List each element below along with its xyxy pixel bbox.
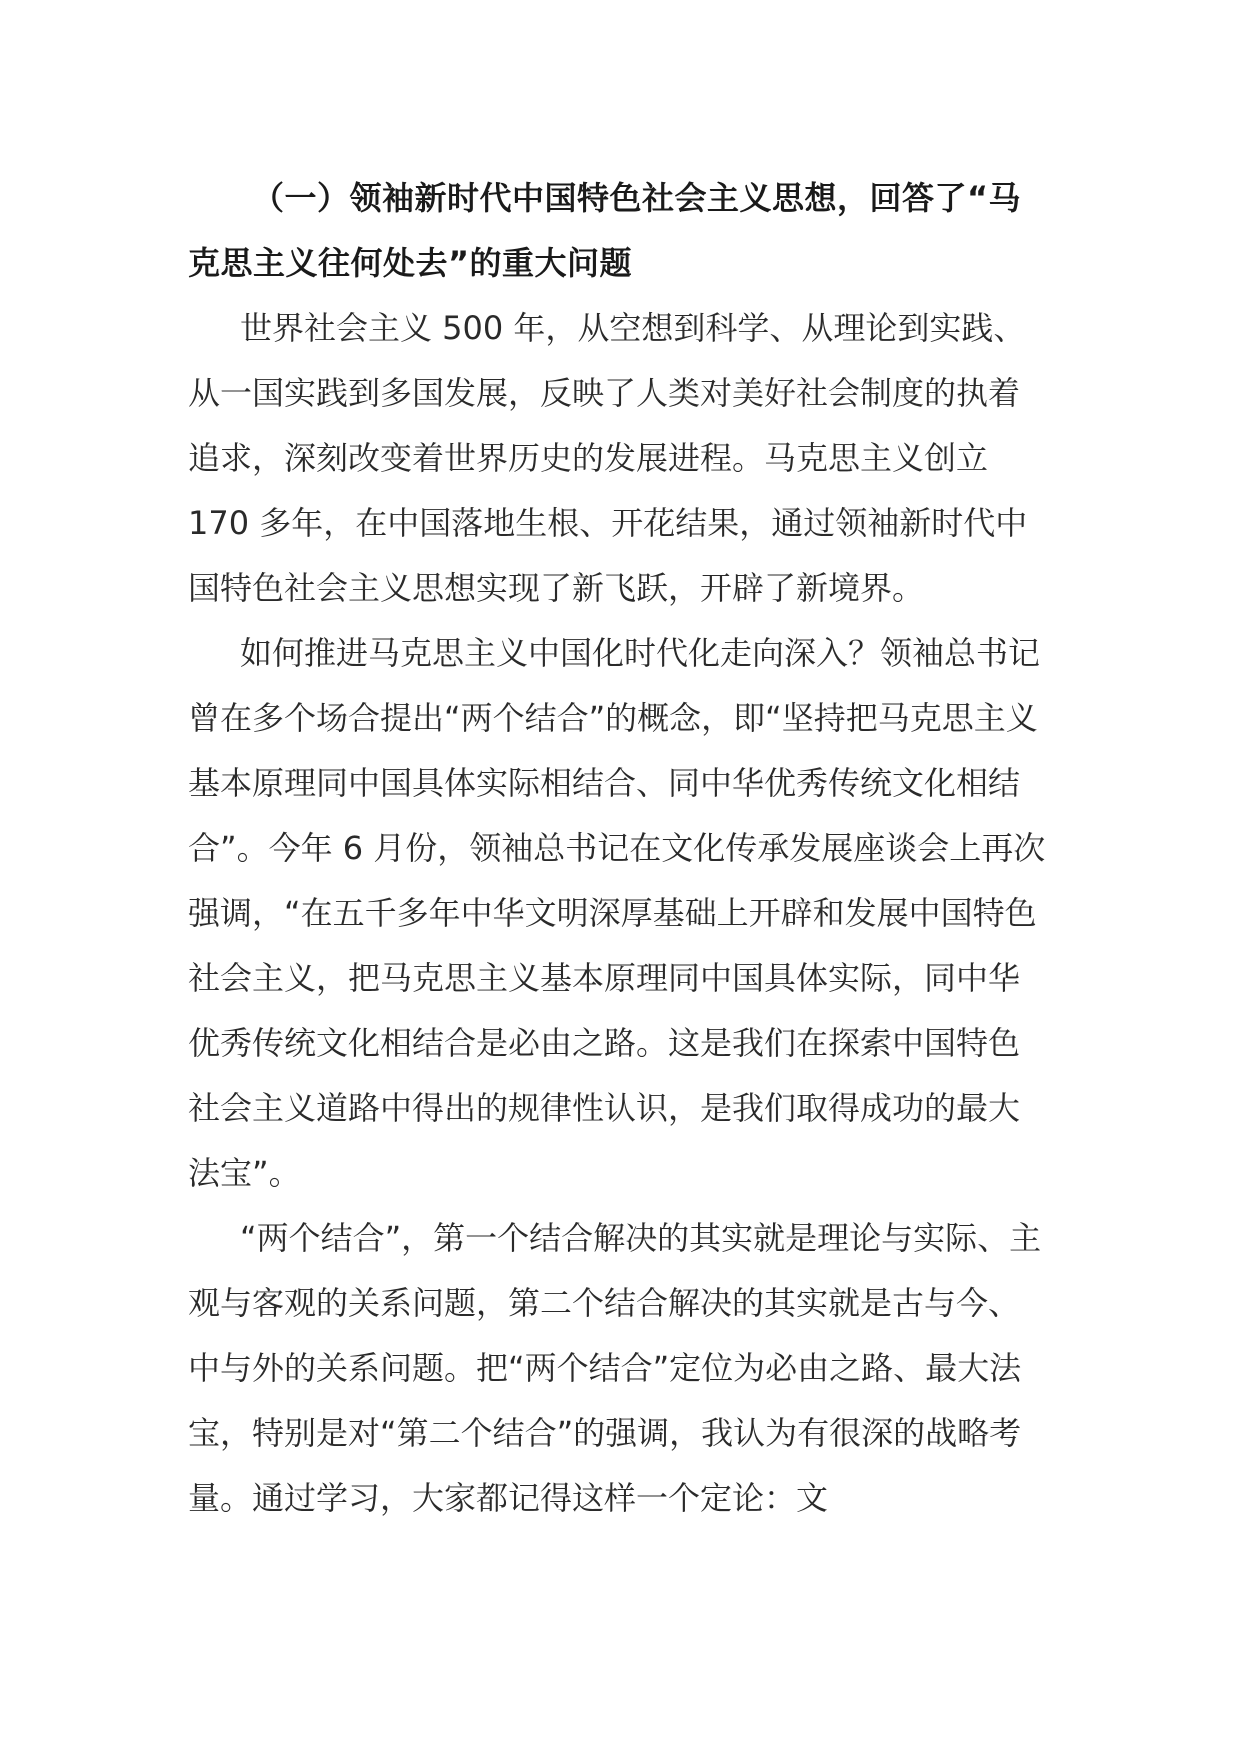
paragraph: “两个结合”，第一个结合解决的其实就是理论与实际、主观与客观的关系问题，第二个结合解决的其实就是古与今、中与外的关系问题。把“两个结合”定位为必由之路、最大法宝，特别是对“第二个结合”的强调，我认为有很深的战略考量。通过学习，大家都记得这样一个定论：文 [188,1219,1042,1517]
document-page [188,166,1048,1531]
paragraph: 世界社会主义 500 年，从空想到科学、从理论到实践、从一国实践到多国发展，反映了人类对美好社会制度的执着追求，深刻改变着世界历史的发展进程。马克思主义创立 170 多年，在中国落地生根、开花结果，通过领袖新时代中国特色社会主义思想实现了新飞跃，开辟了新境界。 [188,309,1028,607]
paragraph: 如何推进马克思主义中国化时代化走向深入？领袖总书记曾在多个场合提出“两个结合”的概念，即“坚持把马克思主义基本原理同中国具体实际相结合、同中华优秀传统文化相结合”。今年 6 月份，领袖总书记在文化传承发展座谈会上再次强调，“在五千多年中华文明深厚基础上开辟和发展中国特色社会主义，把马克思主义基本原理同中国具体实际，同中华优秀传统文化相结合是必由之路。这是我们在探索中国特色社会主义道路中得出的规律性认识，是我们取得成功的最大法宝”。 [188,634,1046,1192]
section-heading: （一）领袖新时代中国特色社会主义思想，回答了“马克思主义往何处去”的重大问题 [188,179,1022,282]
